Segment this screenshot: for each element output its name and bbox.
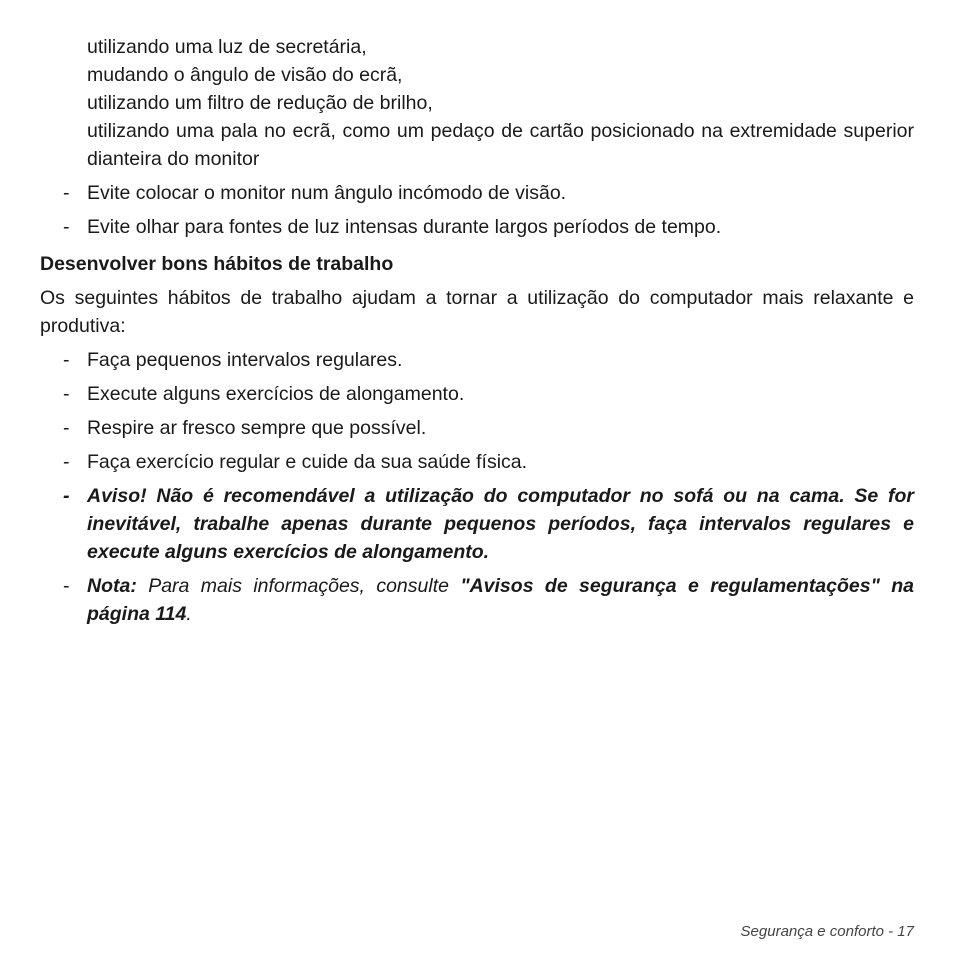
continuation-line: utilizando uma luz de secretária,	[87, 36, 367, 58]
list-monitor-tips	[40, 179, 914, 241]
list-item	[40, 380, 914, 408]
continuation-line: mudando o ângulo de visão do ecrã,	[87, 64, 403, 86]
intro-paragraph: Os seguintes hábitos de trabalho ajudam a tornar a utilização do computador mais relaxante e produtiva:	[40, 287, 914, 337]
dash-bullet: -	[63, 417, 70, 439]
note-reference-link[interactable]: "Avisos de segurança e regulamentações" na página 114	[87, 575, 914, 625]
note-end: .	[186, 603, 192, 625]
dash-bullet: -	[63, 216, 70, 238]
list-item-text: Execute alguns exercícios de alongamento.	[87, 383, 465, 405]
note-text: Para mais informações, consulte	[136, 575, 461, 597]
dash-bullet: -	[63, 383, 70, 405]
list-item-text: Faça pequenos intervalos regulares.	[87, 349, 403, 371]
warning-item	[40, 482, 914, 566]
list-item	[40, 346, 914, 374]
continuation-lines	[40, 33, 914, 173]
document-page	[40, 33, 914, 628]
list-item	[40, 414, 914, 442]
list-item-text: Respire ar fresco sempre que possível.	[87, 417, 427, 439]
list-item-text: Evite olhar para fontes de luz intensas durante largos períodos de tempo.	[87, 216, 722, 238]
continuation-line: utilizando uma pala no ecrã, como um pedaço de cartão posicionado na extremidade superior dianteira do monitor	[87, 120, 914, 170]
list-item	[40, 179, 914, 207]
section-heading: Desenvolver bons hábitos de trabalho	[40, 253, 394, 275]
list-item-text: Faça exercício regular e cuide da sua saúde física.	[87, 451, 528, 473]
dash-bullet: -	[63, 485, 70, 507]
note-label: Nota:	[87, 575, 137, 597]
list-item	[40, 448, 914, 476]
warning-text: Aviso! Não é recomendável a utilização do computador no sofá ou na cama. Se for inevitável, trabalhe apenas durante pequenos períodos, faça intervalos regulares e execute alguns exercícios de alongamento.	[87, 485, 914, 563]
dash-bullet: -	[63, 349, 70, 371]
list-item-text: Evite colocar o monitor num ângulo incómodo de visão.	[87, 182, 567, 204]
list-item	[40, 213, 914, 241]
continuation-line: utilizando um filtro de redução de brilho,	[87, 92, 433, 114]
dash-bullet: -	[63, 182, 70, 204]
dash-bullet: -	[63, 451, 70, 473]
list-work-habits	[40, 346, 914, 628]
page-footer: Segurança e conforto - 17	[740, 923, 914, 940]
dash-bullet: -	[63, 575, 70, 597]
note-item	[40, 572, 914, 628]
